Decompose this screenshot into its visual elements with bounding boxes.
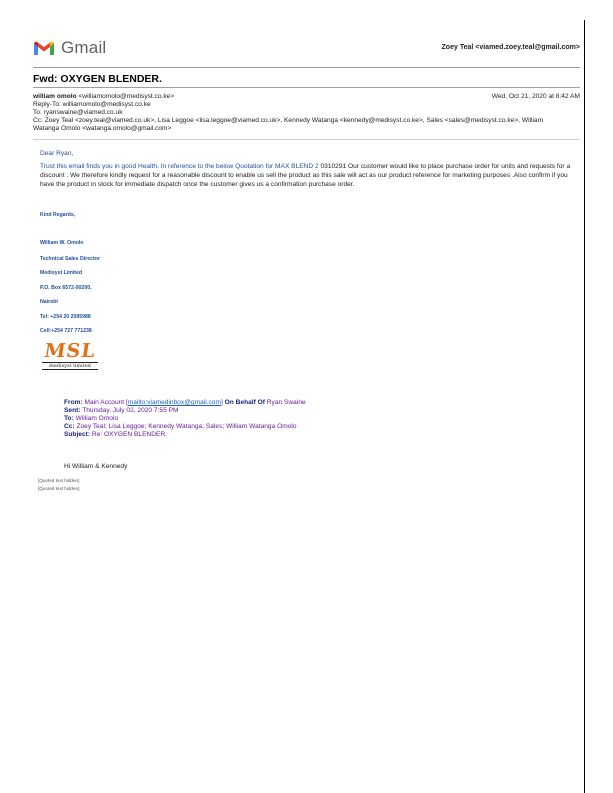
- cc-line: [33, 117, 580, 133]
- signature-city: Nairobi: [40, 299, 58, 305]
- gmail-wordmark: Gmail: [61, 38, 107, 57]
- quoted-mailto-link[interactable]: mailto:viamedinbox@gmail.com: [127, 399, 221, 406]
- quoted-text-hidden-1[interactable]: [Quoted text hidden]: [38, 478, 80, 483]
- quoted-behalf-value: Ryan Swaine: [266, 399, 306, 406]
- quoted-cc-value: Zoey Teal; Lisa Leggoe; Kennedy Watanga; Sales; William Watanga Omolo: [76, 423, 297, 430]
- signature-po-box: P.O. Box 6572-00200,: [40, 285, 92, 291]
- medisyst-logo-caption: medisyst limited: [42, 362, 98, 370]
- signature-company: Medisyst Limited: [40, 270, 83, 276]
- greeting: Dear Ryan,: [40, 150, 74, 157]
- cc-line-1: Cc: Zoey Teal <zoey.teal@viamed.co.uk>, Lisa Leggoe <lisa.leggoe@viamed.co.uk>, Kennedy Watanga <kennedy@medisyst.co.ke>, Sales <sales@medisyst.co.ke>, William: [33, 117, 544, 124]
- quoted-text-hidden-2[interactable]: [Quoted text hidden]: [38, 486, 80, 491]
- signature-name: William W. Omolo: [40, 240, 84, 246]
- medisyst-logo: [42, 341, 98, 373]
- thread-subject: Fwd: OXYGEN BLENDER.: [33, 73, 162, 85]
- cc-line-2: Watanga Omolo <watanga.omolo@gmail.com>: [33, 125, 172, 132]
- subject-divider: [33, 87, 580, 88]
- quoted-from-value: Main Account [: [84, 399, 128, 406]
- reply-greeting: Hi William & Kennedy: [64, 463, 128, 470]
- quoted-from-line: [64, 399, 564, 407]
- body-paragraph: [40, 162, 575, 189]
- signature-cell: Cell:+254 727 771238: [40, 328, 92, 334]
- quoted-to-value: William Omolo: [75, 415, 119, 422]
- page-edge-rule: [584, 20, 585, 793]
- quoted-to-line: [64, 415, 118, 423]
- gmail-logo: [33, 38, 106, 58]
- quoted-subject-label: Subject:: [64, 431, 91, 438]
- meta-divider: [33, 139, 580, 140]
- reply-to-line: Reply-To: williamomolo@medisyst.co.ke: [33, 101, 151, 108]
- message-date: Wed, Oct 21, 2020 at 8:42 AM: [491, 93, 580, 100]
- sender-name: william omolo: [33, 93, 77, 100]
- quoted-sent-line: [64, 407, 178, 415]
- signature-tel: Tel: +254 20 2095988: [40, 314, 91, 320]
- signature-title: Technical Sales Director: [40, 256, 100, 262]
- to-line: To: ryanswaine@viamed.co.uk: [33, 109, 123, 116]
- quoted-to-label: To:: [64, 415, 74, 422]
- quoted-sent-value: Thursday, July 02, 2020 7:55 PM: [82, 407, 179, 414]
- quoted-behalf-label: On Behalf Of: [224, 399, 265, 406]
- quoted-subject-line: [64, 431, 167, 439]
- paragraph-lead: Trust this email finds you in good Health. In reference to the below Quotation for MAX BLEND 2: [40, 163, 319, 170]
- quoted-from-label: From:: [64, 399, 83, 406]
- message-sender: [33, 93, 174, 101]
- quoted-sent-label: Sent:: [64, 407, 81, 414]
- quoted-from-tail: ]: [220, 399, 223, 406]
- medisyst-logo-mark: MSL: [42, 340, 98, 362]
- account-identity: Zoey Teal <viamed.zoey.teal@gmail.com>: [441, 44, 580, 51]
- quoted-cc-label: Cc:: [64, 423, 75, 430]
- quoted-subject-value: Re: OXYGEN BLENDER.: [91, 431, 167, 438]
- quoted-cc-line: [64, 423, 297, 431]
- paragraph-rest: 0310291 Our customer would like to place purchase order for units and requests for a discount . We therefore kindly request for a reasonable discount to enable us sell the product as this sale will act as our product reference for marketing purposes .Also confirm if you have the product in stock for immediate dispatch once the customer gives us a confirmation purchase order.: [40, 163, 571, 188]
- header-divider: [33, 67, 580, 68]
- sender-email: <williamomolo@medisyst.co.ke>: [78, 93, 175, 100]
- gmail-m-icon: [33, 40, 55, 56]
- regards: Kind Regards,: [40, 212, 76, 218]
